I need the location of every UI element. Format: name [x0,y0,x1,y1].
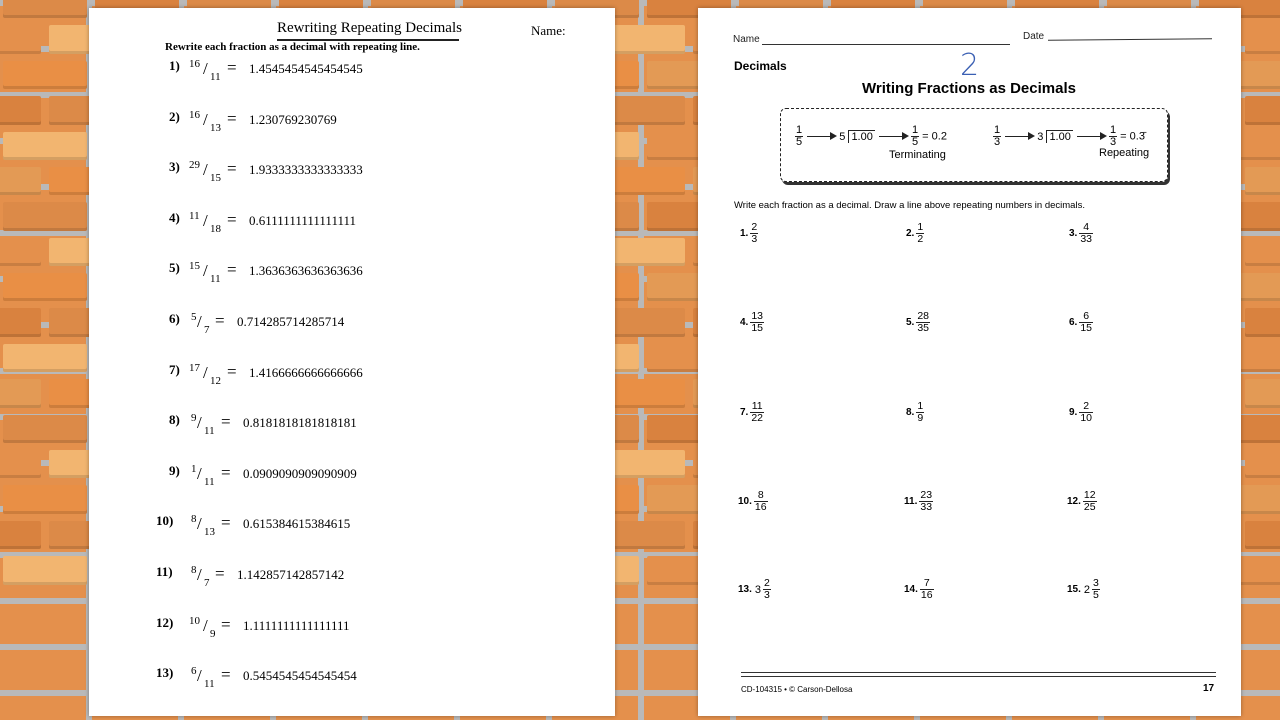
left-problem-row [89,58,609,84]
fraction-slash: / [197,565,202,584]
right-worksheet [698,8,1241,716]
brick [1245,308,1280,336]
problem-number: 1) [169,58,180,73]
left-problem-row [89,463,609,489]
left-problem-row [89,564,609,590]
brick [1245,450,1280,478]
problem-number: 7) [169,361,180,377]
brick [0,96,41,124]
numerator: 12 [1083,489,1096,501]
brick [1245,238,1280,266]
problem-number: 10) [156,513,174,529]
problem-number: 5) [169,260,180,276]
brick [0,25,41,53]
fraction-slash: / [203,362,208,382]
numerator: 15 [189,260,200,273]
numerator: 3 [1093,577,1099,589]
decimal-answer: 1.4545454545454545 [249,61,363,76]
problem-fraction [1083,490,1097,513]
example-fraction: $\frac{1}{3}$ [994,124,1001,148]
denominator: 10 [1080,412,1093,424]
brick [3,273,87,301]
problem-number: 6) [169,311,180,326]
brick [0,379,41,407]
problem-number: 6. [1069,317,1078,329]
problem-number: 4) [169,209,180,225]
numerator: 1 [917,221,924,233]
problem-number: 8) [169,412,180,428]
decimal-answer: 1.3636363636363636 [249,263,363,279]
left-worksheet-title: Rewriting Repeating Decimals [277,20,462,36]
numerator: 6 [191,665,197,678]
denominator: 13 [210,121,221,134]
example-result: = 0.3̄ [1120,130,1145,143]
name-line[interactable] [762,44,1010,45]
example-fraction: $\frac{1}{3}$ [1109,124,1117,148]
problem-number: 8. [906,407,915,419]
fraction-problem [1069,222,1093,245]
numerator: 11 [751,400,763,412]
brick [1245,167,1280,195]
example-fraction: $\frac{1}{5}$ [796,124,803,148]
footer-divider [741,672,1216,677]
brick [0,167,41,195]
problem-number: 7. [740,407,749,419]
left-problem-row [89,109,609,135]
problem-number: 13) [156,665,174,681]
numerator: 6 [1079,311,1093,323]
left-problem-row [89,412,609,438]
decimal-answer: 0.6111111111111111 [249,212,356,228]
denominator: 11 [210,71,221,83]
footer-copyright: CD-104315 • © Carson-Dellosa [741,685,853,694]
left-problem-row [89,615,609,641]
fraction-problem [1069,401,1093,424]
date-label: Date [1023,31,1045,42]
equals-sign: = [227,58,237,77]
problem-number: 11. [904,496,918,508]
brick [3,344,87,372]
problem-number: 15. [1067,584,1081,596]
problem-fraction [1079,222,1093,245]
decimal-answer: 0.0909090909090909 [243,465,357,481]
numerator: 8 [754,490,768,502]
denominator: 15 [1080,322,1093,334]
equals-sign: = [215,311,225,330]
left-problem-row [89,311,609,337]
denominator: 11 [204,425,215,438]
brick [1245,521,1280,549]
left-problem-row [89,362,609,388]
terminating-label: Terminating [889,149,946,161]
page-number: 17 [1203,683,1215,694]
right-worksheet-title: Writing Fractions as Decimals [862,80,1076,97]
problem-number: 9. [1069,407,1078,419]
numerator: 5 [191,311,197,323]
numerator: 2 [1079,401,1093,413]
problem-number: 3) [169,159,180,175]
equals-sign: = [221,614,231,634]
denominator: 16 [920,589,933,601]
fraction-problem [740,311,764,334]
numerator: 16 [189,58,200,70]
fraction-problem [904,490,933,513]
problem-number: 13. [738,584,752,596]
left-problem-row [89,210,609,236]
problem-number: 4. [740,317,749,329]
left-problem-row [89,665,609,691]
denominator: 7 [204,577,210,589]
denominator: 9 [210,627,216,640]
date-line[interactable] [1048,38,1212,40]
equals-sign: = [221,665,231,685]
problem-number: 12. [1067,496,1081,508]
problem-fraction [763,578,771,601]
denominator: 3 [751,233,758,245]
fraction-problem [906,401,924,424]
brick [1245,25,1280,53]
brick [3,0,87,18]
numerator: 4 [1079,222,1093,234]
fraction-slash: / [203,615,208,635]
fraction-problem [1067,578,1100,601]
left-instructions: Rewrite each fraction as a decimal with repeating line. [165,41,420,53]
decimal-answer: 0.714285714285714 [237,314,345,329]
arrow-icon [879,136,907,137]
left-problem-row [89,513,609,539]
brick [3,132,87,160]
fraction-slash: / [203,261,208,281]
numerator: 13 [751,310,764,322]
arrow-icon [1005,136,1033,137]
whole-number: 3 [754,583,762,596]
numerator: 16 [189,108,200,121]
brick [3,61,87,89]
brick [0,521,41,549]
numerator: 10 [189,614,200,627]
problem-fraction [920,578,934,601]
fraction-slash: / [203,210,208,230]
denominator: 15 [210,172,221,185]
repeating-example [993,125,1145,148]
numerator: 23 [920,489,933,501]
denominator: 2 [917,233,924,245]
problem-number: 2) [169,108,180,124]
fraction-problem [906,311,930,334]
right-instructions: Write each fraction as a decimal. Draw a line above repeating numbers in decimals. [734,200,1085,211]
denominator: 12 [210,374,221,387]
fraction-slash: / [197,666,202,686]
problem-fraction [1079,311,1093,334]
equals-sign: = [227,209,237,229]
equals-sign: = [227,260,237,280]
name-label: Name: [531,23,566,38]
brick [0,308,41,336]
denominator: 11 [210,273,221,286]
fraction-slash: / [203,160,208,180]
denominator: 15 [751,322,764,334]
equals-sign: = [221,513,231,533]
fraction-slash: / [203,59,208,78]
denominator: 9 [917,412,924,424]
problem-fraction [916,401,924,424]
arrow-icon [807,136,835,137]
left-problem-row [89,260,609,286]
fraction-problem [906,222,924,245]
denominator: 3 [764,589,770,601]
decimal-answer: 1.230769230769 [249,111,337,127]
denominator: 11 [204,678,215,691]
whole-number: 2 [1083,583,1091,596]
denominator: 33 [920,501,933,513]
decimal-answer: 1.9333333333333333 [249,162,363,178]
fraction-slash: / [203,109,208,129]
denominator: 16 [754,501,767,513]
decimal-answer: 0.8181818181818181 [243,415,357,431]
numerator: 17 [189,361,200,374]
equals-sign: = [221,462,231,482]
denominator: 7 [204,324,210,336]
fraction-slash: / [197,514,202,534]
decimal-answer: 1.1111111111111111 [243,617,350,633]
decimal-answer: 1.4166666666666666 [249,364,363,380]
example-fraction: $\frac{1}{5}$ [911,124,919,148]
numerator: 29 [189,159,200,172]
problem-fraction [1079,401,1093,424]
brick [1245,379,1280,407]
brick [3,556,87,584]
denominator: 11 [204,475,215,488]
problem-fraction [916,222,924,245]
denominator: 25 [1083,501,1096,513]
numerator: 1 [191,462,197,475]
problem-fraction [916,311,930,334]
fraction-slash: / [197,312,202,331]
example-result: = 0.2 [922,130,947,143]
brick [0,450,41,478]
problem-fraction [750,222,758,245]
denominator: 35 [917,322,930,334]
problem-number: 9) [169,462,180,478]
denominator: 5 [1093,589,1099,601]
problem-number: 11) [156,564,173,579]
problem-fraction [750,311,764,334]
problem-number: 5. [906,317,915,329]
problem-fraction [754,490,768,513]
fraction-problem [740,222,758,245]
decimal-answer: 0.5454545454545454 [243,668,357,684]
long-division: 5 1.00 [839,130,873,143]
numerator: 9 [191,412,197,425]
denominator: 18 [210,222,221,235]
problem-fraction [919,490,933,513]
problem-fraction [750,401,764,424]
decimal-answer: 0.615384615384615 [243,516,351,532]
equals-sign: = [221,412,231,432]
problem-fraction [1092,578,1100,601]
fraction-problem [740,401,764,424]
brick [3,202,87,230]
numerator: 8 [191,564,197,576]
denominator: 33 [1080,233,1093,245]
brick [3,415,87,443]
numerator: 2 [764,577,770,589]
equals-sign: = [215,564,225,583]
left-worksheet [89,8,615,716]
arrow-icon [1077,136,1105,137]
problem-number: 3. [1069,228,1078,240]
numerator: 1 [917,400,924,412]
examples-box [780,108,1168,182]
problem-number: 1. [740,228,749,240]
fraction-slash: / [197,413,202,433]
problem-number: 12) [156,614,174,630]
fraction-slash: / [197,463,202,483]
fraction-problem [1067,490,1097,513]
equals-sign: = [227,159,237,179]
brick [3,485,87,513]
fraction-problem [738,578,771,601]
numerator: 7 [920,578,934,590]
fraction-problem [1069,311,1093,334]
problem-number: 14. [904,584,918,596]
numerator: 11 [189,209,200,222]
handwritten-mark: 2 [960,48,980,83]
denominator: 22 [751,412,764,424]
terminating-example [795,125,947,148]
decimal-answer: 1.142857142857142 [237,567,345,582]
equals-sign: = [227,361,237,381]
equals-sign: = [227,108,237,128]
fraction-problem [904,578,934,601]
fraction-problem [738,490,768,513]
numerator: 8 [191,513,197,526]
name-label: Name [733,34,760,45]
brick [1245,96,1280,124]
numerator: 28 [917,310,930,322]
problem-number: 2. [906,228,915,240]
brick [0,238,41,266]
problem-number: 10. [738,496,752,508]
repeating-label: Repeating [1099,147,1150,159]
numerator: 2 [751,221,758,233]
left-problem-row [89,159,609,185]
denominator: 13 [204,526,215,539]
section-label: Decimals [734,59,787,73]
long-division: 3 1.00 [1037,130,1071,143]
